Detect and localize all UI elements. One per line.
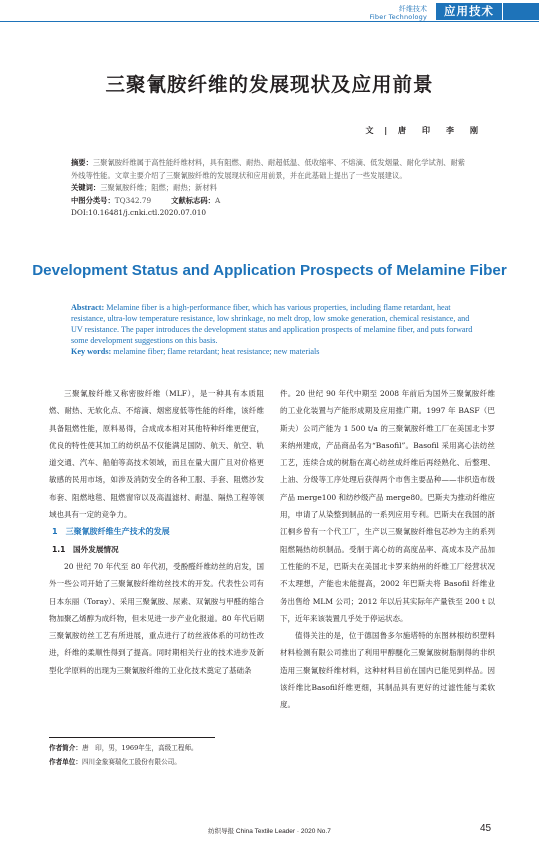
abstract-cn: [71, 157, 471, 182]
abstract-cn-text: 三聚氰胺纤维属于高性能纤维材料，具有阻燃、耐热、耐超低温、低收缩率、不熔滴、低发烟量、耐化学试剂、耐紫外线等性能。文章主要介绍了三聚氰胺纤维的发展现状和应用前景，并在此基础上提出了一些发展建议。: [71, 158, 466, 180]
journal-footer: 纺织导报 China Textile Leader · 2020 No.7: [208, 828, 331, 835]
header-corner-block: [503, 3, 539, 20]
intro-paragraph: 三聚氰胺纤维又称密胺纤维（MLF），是一种具有本质阻燃、耐热、无软化点、不熔滴、烟密度低等性能的纤维，该纤维具备阻燃性能，原料易得，合成成本相对其他特种纤维更便宜，优良的特性使其加工的纺织品不仅能满足国防、航天、航空、轨道交通、汽车、船舶等高技术领域，而且在量大面广且对价格更敏感的民用市场，如涉及消防安全的各种工服、手套、阻燃沙发布套、阻燃地毯、阻燃窗帘以及高温滤材、耐温、隔热工程等领域也具有一定的竞争力。: [49, 389, 264, 520]
footnote-unit-text: 四川金象赛瑞化工股份有限公司。: [81, 758, 181, 766]
article-title-en: Development Status and Application Prospects of Melamine Fiber: [32, 262, 507, 279]
keywords-en-text: melamine fiber; flame retardant; heat resistance; new materials: [113, 347, 320, 356]
footnote-rule: [49, 737, 215, 738]
section-label-cn: 纤维技术: [399, 5, 427, 13]
keywords-cn-text: 三聚氰胺纤维；阻燃；耐热；新材料: [100, 183, 217, 192]
page-number: 45: [480, 823, 492, 834]
body-left-column: [49, 385, 264, 679]
paragraph-foreign-2: 件。20 世纪 90 年代中期至 2008 年前后为国外三聚氰胺纤维的工业化装置与产能形成期及应用推广期。1997 年 BASF（巴斯夫）公司产能为 1 500 t/a 的三聚氰胺纤维工厂在美国北卡罗来纳州建成，产品商品名为“Basofil”。Basofil 采用离心法纺丝工艺，连续合成的树脂在离心纺丝成纤维后再经熟化、后整理、上油、分级等工序处理后获得两个市售主要品种——非织造布级产品 merge100 和纺纱级产品 merge80。巴斯夫为推动纤维应用，申请了从染整到制品的一系列应用专利。巴斯夫在我国的浙江桐乡曾有一个代工厂，生产以三聚氰胺纤维包芯纱为主的系列阻燃隔热纺织制品。受制于离心纺的高度品率、高成本及产品加工性能的不足，巴斯夫在美国北卡罗来纳州的纤维工厂经营状况不太理想，产能也未能提高，2002 年巴斯夫将 Basofil 纤维业务出售给 MLM 公司；2012 年以后其实际年产量铁至 200 t 以下，近年来该装置几乎处于停运状态。: [280, 389, 495, 623]
classification-row: [71, 195, 471, 208]
section-heading-1-1: 1.1 国外发展情况: [52, 544, 119, 554]
paragraph-foreign-3: 值得关注的是，位于德国鲁多尔施塔特的东图林根纺织塑料材料检测有限公司推出了利用甲醇醚化三聚氰胺树脂制得的非织造用三聚氰胺纤维材料，这种材料目前在国内已能见到样品。因该纤维比Basofil纤维更细，其制品具有更好的过滤性能与柔软度。: [280, 631, 495, 710]
footnote-author-text: 唐 印，男，1969年生，高级工程师。: [81, 744, 198, 752]
footnote-unit: [49, 755, 181, 769]
page-header: [0, 0, 539, 24]
section-label-en: Fiber Technology: [369, 13, 427, 21]
keywords-cn: [71, 182, 471, 195]
abstract-en-text: Melamine fiber is a high-performance fiber, which has various properties, including flame retardant, heat resistance, ultra-low temperature resistance, low shrinkage, no melt drop, low smoke generation, chemical resistance, and UV resistance. The paper introduces the development status and application prospects of melamine fiber, and puts forward some development suggestions on this basis.: [71, 303, 473, 345]
keywords-en-label: Key words:: [71, 347, 112, 356]
doc-code-value: A: [214, 195, 221, 205]
abstract-en-label: Abstract:: [71, 303, 105, 312]
abstract-cn-block: [71, 157, 471, 220]
paragraph-foreign-1: 20 世纪 70 年代至 80 年代初，受酚醛纤维纺丝的启发，国外一些公司开始了三聚氰胺纤维纺丝技术的开发。代表性公司有日本东丽（Toray）、采用三聚氰胺、尿素、双氰胺与甲醛的缩合物加聚乙烯醇为成纤物，但未见进一步产业化报道。80 年代后期三聚氰胺纺丝工艺有所进展，重点进行了纺丝液体系的可纺性改进，纤维的柔顺性得到了提高。同时期相关行业的技术进步及新型化学原料的出现为三聚氰胺纤维的工业化技术奠定了基础条: [49, 561, 264, 675]
footnote-author-label: 作者简介：: [49, 744, 82, 752]
keywords-en: [71, 346, 473, 357]
abstract-en-block: [71, 302, 473, 357]
body-right-column: [280, 385, 495, 714]
clc-value: TQ342.79: [114, 195, 152, 205]
article-title-cn: 三聚氰胺纤维的发展现状及应用前景: [105, 73, 434, 96]
footnote-unit-label: 作者单位：: [49, 758, 82, 766]
footnote-author: [49, 741, 198, 755]
abstract-cn-label: 摘要：: [71, 158, 93, 167]
section-label: [327, 5, 427, 21]
doi: DOI:10.16481/j.cnki.ctl.2020.07.010: [71, 208, 206, 217]
clc-label: 中图分类号：: [71, 195, 115, 205]
article-authors: 文 | 唐 印 李 刚: [365, 126, 482, 135]
section-heading-1: 1 三聚氰胺纤维生产技术的发展: [52, 527, 170, 537]
header-rule: [0, 21, 539, 22]
keywords-cn-label: 关键词：: [71, 183, 101, 192]
section-tab: 应用技术: [436, 3, 502, 20]
doc-code-label: 文献标志码：: [171, 195, 215, 205]
abstract-en: [71, 302, 473, 346]
